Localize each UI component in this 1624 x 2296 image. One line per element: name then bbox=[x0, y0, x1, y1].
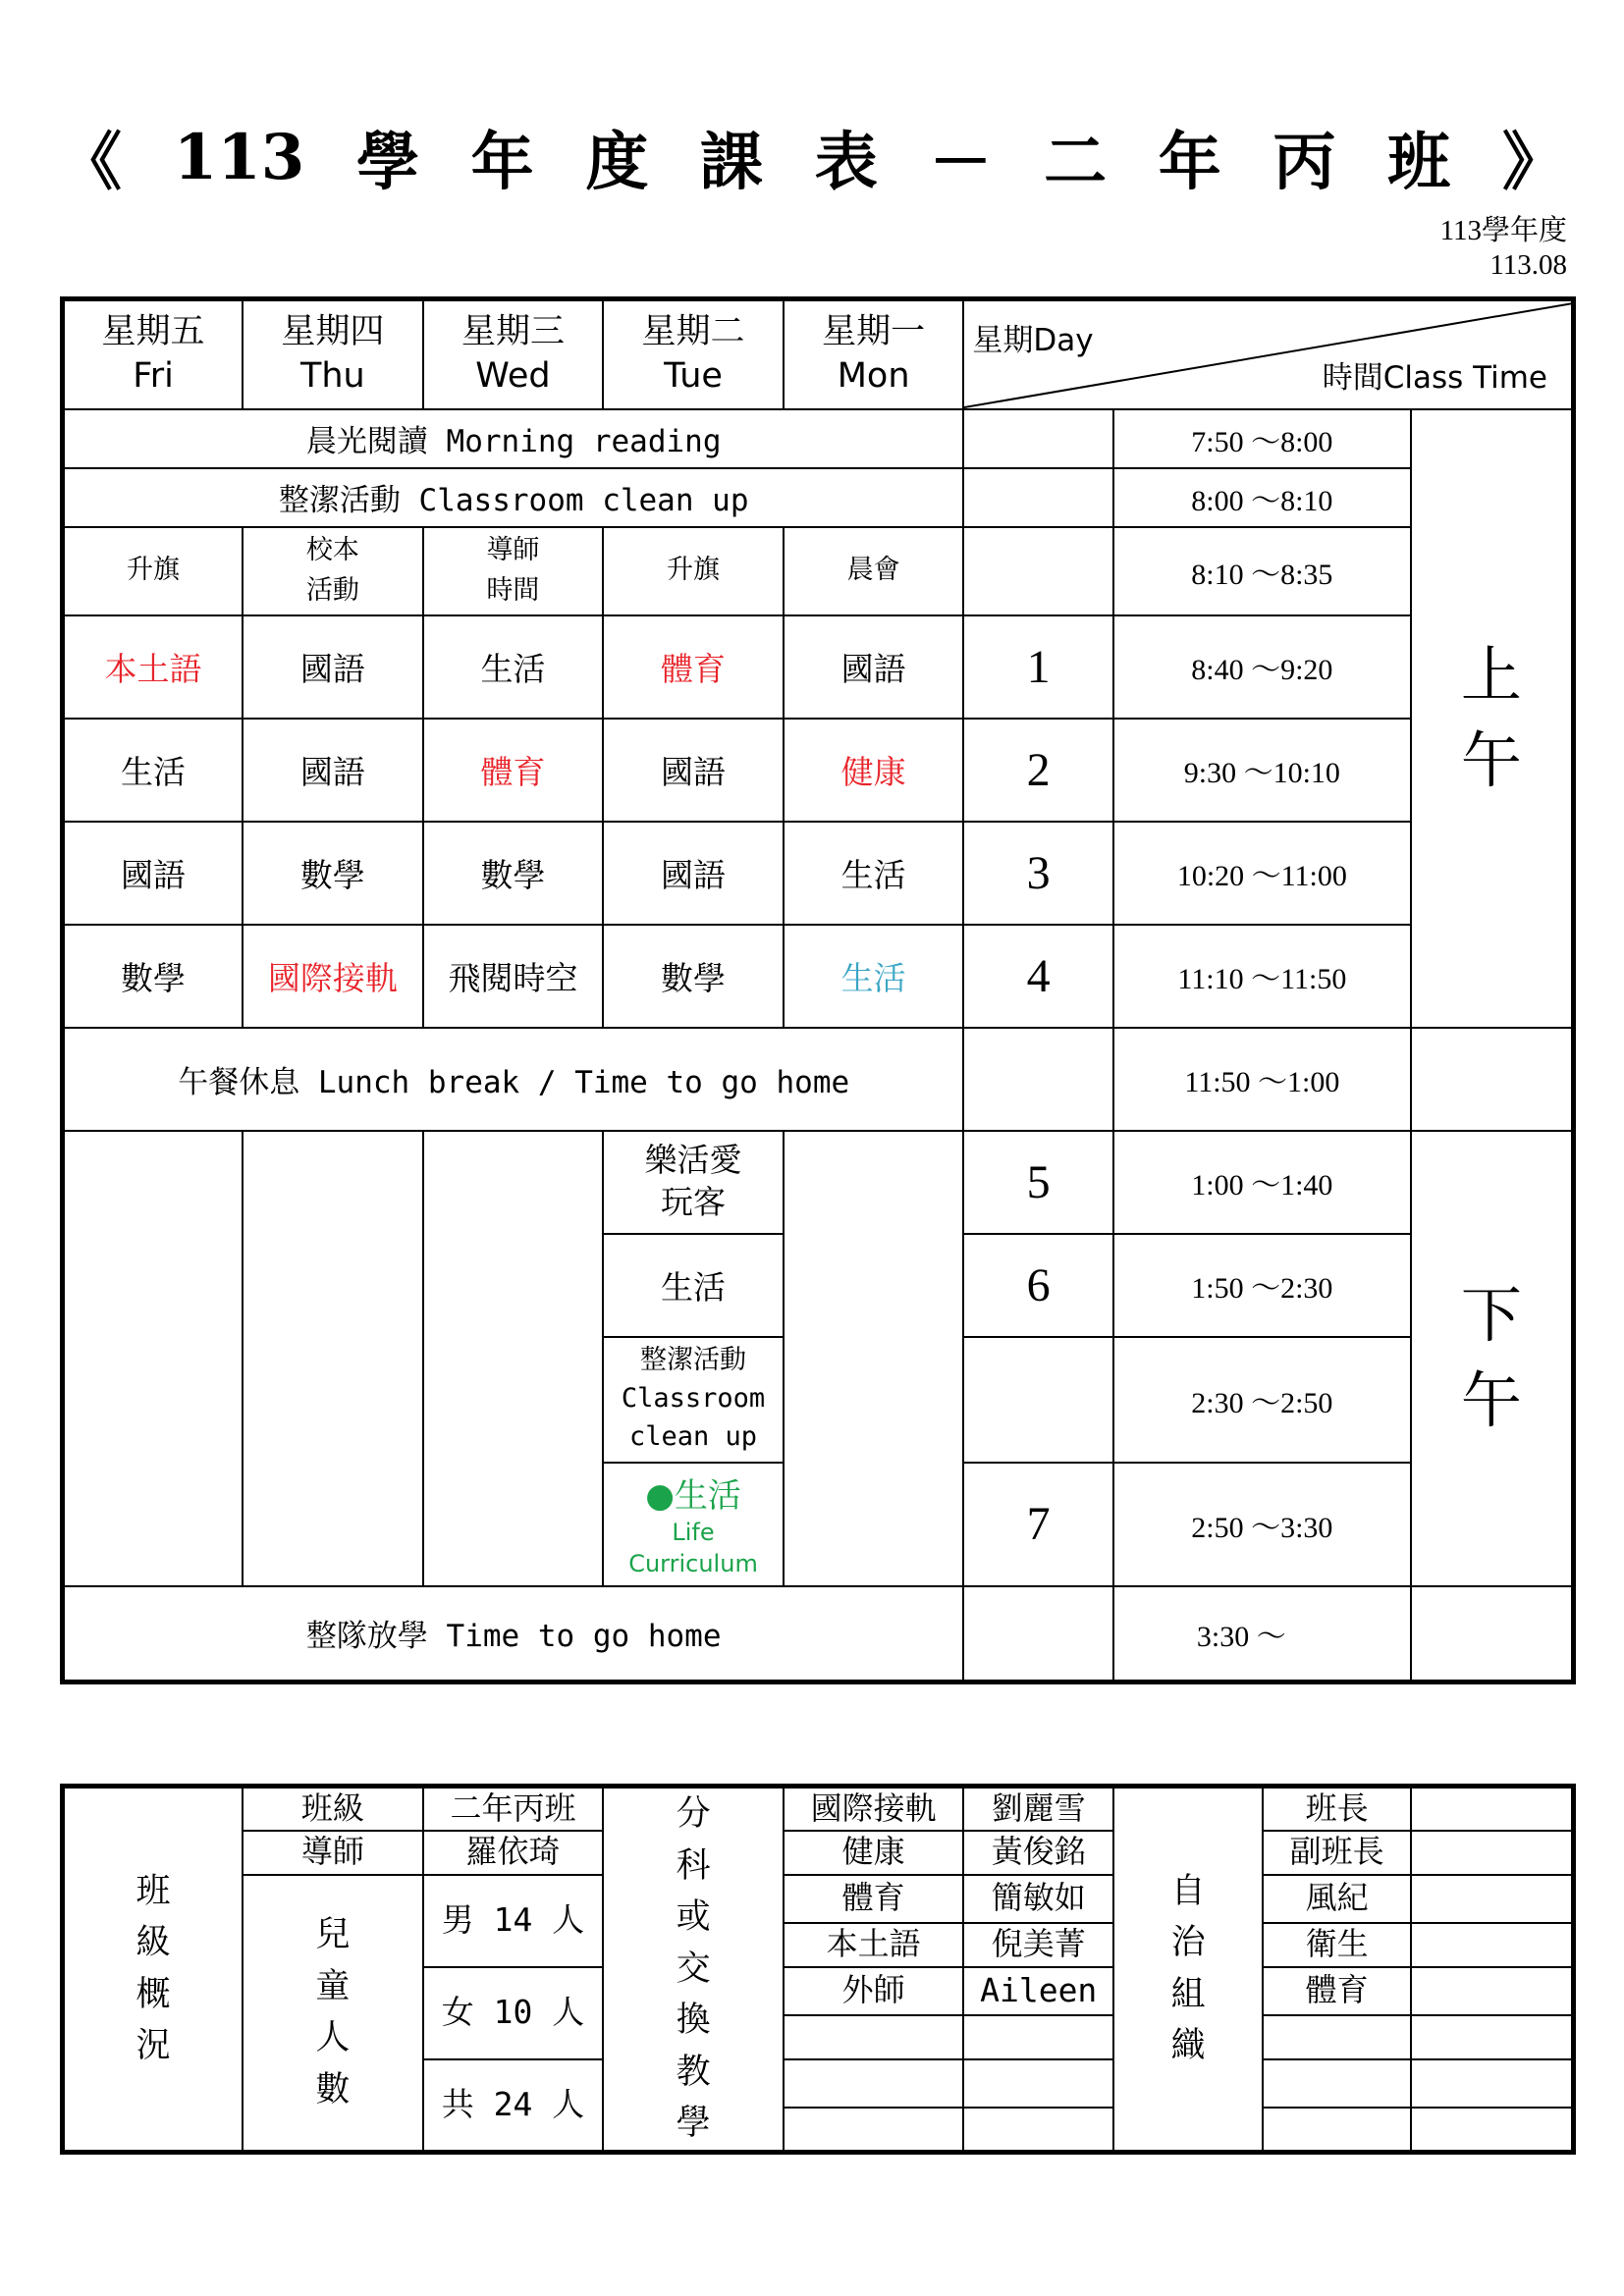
school-year: 113學年度 bbox=[1439, 215, 1567, 246]
subject-teaching-label: 分科或交換教學 bbox=[603, 1787, 784, 2153]
afternoon-label: 下午 bbox=[1411, 1131, 1574, 1586]
cell-p5-tue: 樂活愛玩客 bbox=[603, 1131, 784, 1234]
role-name bbox=[1263, 2059, 1410, 2108]
header-tue: 星期二 Tue bbox=[603, 299, 784, 409]
cell-p2-tue: 國語 bbox=[603, 719, 784, 822]
cell-p1-thu: 國語 bbox=[243, 615, 423, 719]
title-char: 表 bbox=[814, 126, 878, 199]
classroom-clean-up: 整潔活動 Classroom clean up bbox=[63, 468, 964, 527]
cell-p1-mon: 國語 bbox=[784, 615, 964, 719]
period-cell bbox=[963, 1586, 1112, 1682]
period-number: 6 bbox=[963, 1234, 1112, 1337]
role-name: 體育 bbox=[1263, 1967, 1410, 2015]
period-number: 5 bbox=[963, 1131, 1112, 1234]
role-holder bbox=[1411, 2015, 1574, 2059]
time-cell: 7:50 ～8:00 bbox=[1113, 409, 1411, 468]
header-corner bbox=[963, 299, 1573, 409]
header-mon: 星期一 Mon bbox=[784, 299, 964, 409]
time-cell: 3:30 ～ bbox=[1113, 1586, 1411, 1682]
role-name: 副班長 bbox=[1263, 1831, 1410, 1875]
title-char: 《 bbox=[59, 126, 122, 199]
subject-name bbox=[784, 2108, 964, 2152]
corner-day-label: 星期Day bbox=[972, 323, 1094, 358]
cell-p2-mon: 健康 bbox=[784, 719, 964, 822]
subject-name: 本土語 bbox=[784, 1923, 964, 1967]
corner-time-label: 時間Class Time bbox=[1322, 359, 1547, 396]
page-title bbox=[59, 118, 1565, 199]
time-cell: 2:30 ～2:50 bbox=[1113, 1337, 1411, 1463]
assembly-fri: 升旗 bbox=[63, 527, 244, 615]
time-cell: 10:20 ～11:00 bbox=[1113, 822, 1411, 925]
cell-p1-fri: 本土語 bbox=[63, 615, 244, 719]
time-cell: 11:10 ～11:50 bbox=[1113, 925, 1411, 1028]
role-holder bbox=[1411, 2059, 1574, 2108]
subject-name bbox=[784, 2015, 964, 2059]
role-holder bbox=[1411, 1875, 1574, 1923]
cell-pm-mon bbox=[784, 1131, 964, 1586]
title-char: 班 bbox=[1387, 126, 1451, 199]
title-char: － bbox=[929, 126, 993, 199]
subject-teacher: 劉麗雪 bbox=[963, 1787, 1112, 1831]
title-char: 課 bbox=[700, 126, 764, 199]
subject-name bbox=[784, 2059, 964, 2108]
time-cell: 11:50 ～1:00 bbox=[1113, 1028, 1411, 1131]
assembly-thu: 校本活動 bbox=[243, 527, 423, 615]
cell-p4-tue: 數學 bbox=[603, 925, 784, 1028]
morning-reading: 晨光閱讀 Morning reading bbox=[63, 409, 964, 468]
half-cell bbox=[1411, 1028, 1574, 1131]
total-count: 共 24 人 bbox=[423, 2059, 604, 2152]
class-overview-label: 班級概況 bbox=[63, 1787, 244, 2153]
cell-p2-thu: 國語 bbox=[243, 719, 423, 822]
period-cell bbox=[963, 409, 1112, 468]
period-cell bbox=[963, 1337, 1112, 1463]
subject-teacher bbox=[963, 2108, 1112, 2152]
time-cell: 8:40 ～9:20 bbox=[1113, 615, 1411, 719]
role-holder bbox=[1411, 1787, 1574, 1831]
half-cell bbox=[1411, 1586, 1574, 1682]
role-holder bbox=[1411, 1831, 1574, 1875]
subject-teacher bbox=[963, 2059, 1112, 2108]
morning-label: 上午 bbox=[1411, 409, 1574, 1028]
period-cell bbox=[963, 527, 1112, 615]
role-name: 班長 bbox=[1263, 1787, 1410, 1831]
cell-pm-fri bbox=[63, 1131, 244, 1586]
role-holder bbox=[1411, 2108, 1574, 2152]
time-cell: 1:00 ～1:40 bbox=[1113, 1131, 1411, 1234]
cell-clean-tue: 整潔活動 Classroom clean up bbox=[603, 1337, 784, 1463]
class-label: 班級 bbox=[243, 1787, 423, 1831]
cell-p3-mon: 生活 bbox=[784, 822, 964, 925]
cell-p4-thu: 國際接軌 bbox=[243, 925, 423, 1028]
title-char: 學 bbox=[355, 126, 419, 199]
cell-pm-wed bbox=[423, 1131, 604, 1586]
header-fri: 星期五 Fri bbox=[63, 299, 244, 409]
cell-p3-wed: 數學 bbox=[423, 822, 604, 925]
period-number: 1 bbox=[963, 615, 1112, 719]
title-char: 丙 bbox=[1272, 126, 1336, 199]
title-char: 度 bbox=[585, 126, 649, 199]
subject-teacher: 簡敏如 bbox=[963, 1875, 1112, 1923]
role-name bbox=[1263, 2015, 1410, 2059]
boys-count: 男 14 人 bbox=[423, 1875, 604, 1967]
period-number: 3 bbox=[963, 822, 1112, 925]
subject-name: 健康 bbox=[784, 1831, 964, 1875]
cell-p4-fri: 數學 bbox=[63, 925, 244, 1028]
time-cell: 9:30 ～10:10 bbox=[1113, 719, 1411, 822]
teacher-value: 羅依琦 bbox=[423, 1831, 604, 1875]
dismissal: 整隊放學 Time to go home bbox=[63, 1586, 964, 1682]
title-char: 年 bbox=[470, 126, 534, 199]
period-number: 4 bbox=[963, 925, 1112, 1028]
role-name: 衛生 bbox=[1263, 1923, 1410, 1967]
subject-name: 外師 bbox=[784, 1967, 964, 2015]
period-number: 2 bbox=[963, 719, 1112, 822]
cell-p6-tue: 生活 bbox=[603, 1234, 784, 1337]
cell-p2-wed: 體育 bbox=[423, 719, 604, 822]
title-char: 二 bbox=[1044, 126, 1108, 199]
period-cell bbox=[963, 1028, 1112, 1131]
period-number: 7 bbox=[963, 1463, 1112, 1586]
header-wed: 星期三 Wed bbox=[423, 299, 604, 409]
cell-p4-mon: 生活 bbox=[784, 925, 964, 1028]
teacher-label: 導師 bbox=[243, 1831, 423, 1875]
subject-teacher: 黃俊銘 bbox=[963, 1831, 1112, 1875]
subject-teacher bbox=[963, 2015, 1112, 2059]
subject-name: 國際接軌 bbox=[784, 1787, 964, 1831]
role-name: 風紀 bbox=[1263, 1875, 1410, 1923]
time-cell: 1:50 ～2:30 bbox=[1113, 1234, 1411, 1337]
assembly-wed: 導師時間 bbox=[423, 527, 604, 615]
title-char: 113 bbox=[173, 120, 305, 194]
cell-p3-tue: 國語 bbox=[603, 822, 784, 925]
title-char: 》 bbox=[1501, 126, 1565, 199]
cell-p2-fri: 生活 bbox=[63, 719, 244, 822]
subject-teacher: 倪美菁 bbox=[963, 1923, 1112, 1967]
period-cell bbox=[963, 468, 1112, 527]
time-cell: 8:00 ～8:10 bbox=[1113, 468, 1411, 527]
children-count-label: 兒童人數 bbox=[243, 1875, 423, 2153]
class-summary-table bbox=[60, 1784, 1576, 2155]
cell-p7-tue: ●生活 Life Curriculum bbox=[603, 1463, 784, 1586]
schedule-table bbox=[60, 296, 1576, 1684]
role-holder bbox=[1411, 1923, 1574, 1967]
title-char: 年 bbox=[1158, 126, 1221, 199]
class-value: 二年丙班 bbox=[423, 1787, 604, 1831]
time-cell: 2:50 ～3:30 bbox=[1113, 1463, 1411, 1586]
cell-p1-tue: 體育 bbox=[603, 615, 784, 719]
revision-date: 113.08 bbox=[1489, 249, 1567, 281]
self-gov-label: 自治組織 bbox=[1113, 1787, 1263, 2153]
cell-p4-wed: 飛閱時空 bbox=[423, 925, 604, 1028]
time-cell: 8:10 ～8:35 bbox=[1113, 527, 1411, 615]
subject-teacher: Aileen bbox=[963, 1967, 1112, 2015]
role-holder bbox=[1411, 1967, 1574, 2015]
subject-name: 體育 bbox=[784, 1875, 964, 1923]
cell-p1-wed: 生活 bbox=[423, 615, 604, 719]
assembly-mon: 晨會 bbox=[784, 527, 964, 615]
cell-p3-fri: 國語 bbox=[63, 822, 244, 925]
cell-p3-thu: 數學 bbox=[243, 822, 423, 925]
assembly-tue: 升旗 bbox=[603, 527, 784, 615]
girls-count: 女 10 人 bbox=[423, 1967, 604, 2059]
header-thu: 星期四 Thu bbox=[243, 299, 423, 409]
lunch-break: 午餐休息 Lunch break / Time to go home bbox=[63, 1028, 964, 1131]
role-name bbox=[1263, 2108, 1410, 2152]
cell-pm-thu bbox=[243, 1131, 423, 1586]
